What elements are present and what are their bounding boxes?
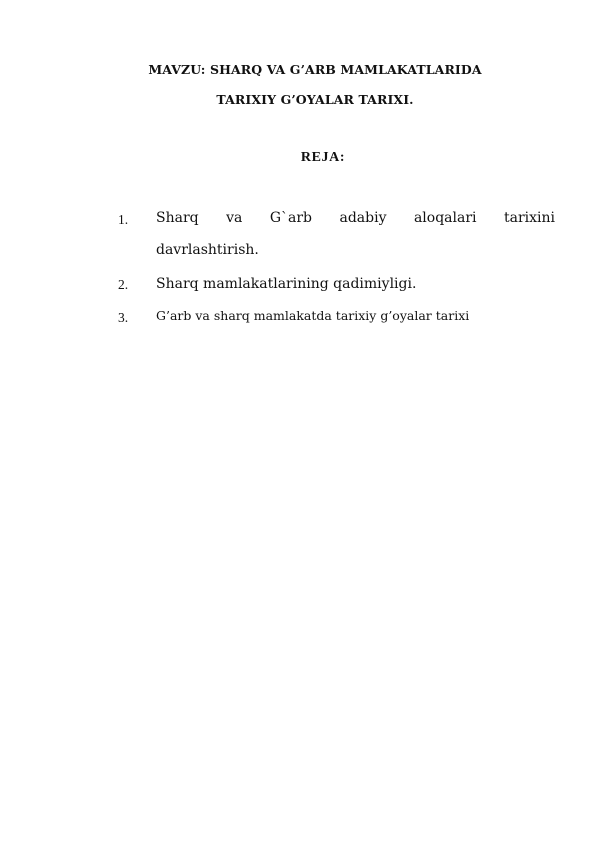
list-item-number-1: 1. xyxy=(118,212,129,227)
list-item-number-2: 2. xyxy=(118,277,129,292)
list-item-1-line-2: davrlashtirish. xyxy=(156,242,259,258)
list-item-1-word: tarixini xyxy=(503,210,555,226)
list-item-number-3: 3. xyxy=(118,310,129,325)
list-item-1-line-1 xyxy=(156,210,555,226)
list-item-3-text: G’arb va sharq mamlakatda tarixiy g’oyalar tarixi xyxy=(156,308,470,323)
list-item-1-word: Sharq xyxy=(156,210,199,226)
title-line-2: TARIXIY G’OYALAR TARIXI. xyxy=(216,92,414,107)
list-item-1-word: G`arb xyxy=(269,210,312,226)
title-line-1: MAVZU: SHARQ VA G’ARB MAMLAKATLARIDA xyxy=(148,62,482,77)
list-item-2-text: Sharq mamlakatlarining qadimiyligi. xyxy=(156,276,417,292)
plan-heading: REJA: xyxy=(300,150,346,165)
list-item-1-word: aloqalari xyxy=(413,210,477,226)
list-item-1-word: adabiy xyxy=(339,210,387,226)
list-item-1-word: va xyxy=(226,210,243,226)
